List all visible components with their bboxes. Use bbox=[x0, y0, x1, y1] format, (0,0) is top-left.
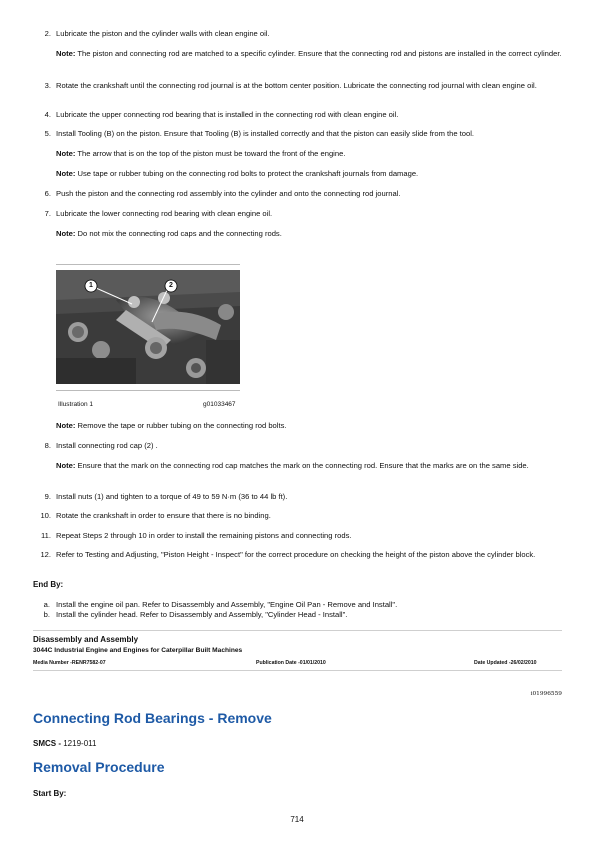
callout-1-label: 1 bbox=[89, 282, 93, 289]
smcs-line bbox=[33, 739, 96, 748]
step-text: Repeat Steps 2 through 10 in order to install the remaining pistons and connecting rods. bbox=[56, 531, 352, 540]
illustration-top-rule bbox=[56, 264, 240, 265]
step-number: 9. bbox=[44, 492, 51, 501]
document-id: i01996559 bbox=[530, 691, 562, 697]
footer-doc-title: Disassembly and Assembly bbox=[33, 635, 139, 644]
note-text: The arrow that is on the top of the piston must be toward the front of the engine. bbox=[75, 149, 346, 158]
end-by-item-letter: b. bbox=[43, 610, 50, 619]
note-text: Use tape or rubber tubing on the connecting rod bolts to protect the crankshaft journals from damage. bbox=[75, 169, 419, 178]
smcs-label: SMCS - bbox=[33, 739, 64, 748]
note-matched-cylinder bbox=[56, 49, 564, 59]
subsection-heading: Removal Procedure bbox=[33, 759, 165, 775]
note-text: Ensure that the mark on the connecting rod cap matches the mark on the connecting rod. Ensure that the marks are on the same side. bbox=[75, 461, 529, 470]
note-label: Note: bbox=[56, 421, 76, 430]
step-text: Rotate the crankshaft until the connecting rod journal is at the bottom center position. Lubricate the connecting rod journal with clean engine oil. bbox=[56, 81, 537, 90]
note-label: Note: bbox=[56, 49, 76, 58]
step-text: Refer to Testing and Adjusting, "Piston Height - Inspect" for the correct procedure on checking the height of the piston above the cylinder block. bbox=[56, 550, 536, 559]
step-6 bbox=[38, 189, 563, 199]
step-10 bbox=[38, 511, 563, 521]
end-by-item-letter: a. bbox=[43, 600, 50, 609]
step-12 bbox=[38, 550, 563, 560]
end-by-item-b bbox=[38, 610, 563, 620]
note-text: The piston and connecting rod are matched to a specific cylinder. Ensure that the connecting rod and pistons are installed in the correct cylinder. bbox=[75, 49, 562, 58]
step-5 bbox=[38, 129, 563, 139]
note-text: Remove the tape or rubber tubing on the connecting rod bolts. bbox=[75, 421, 287, 430]
note-do-not-mix bbox=[56, 229, 564, 239]
illustration-photo bbox=[56, 270, 240, 384]
end-by-item-text: Install the cylinder head. Refer to Disassembly and Assembly, "Cylinder Head - Install". bbox=[56, 610, 348, 619]
footer-doc-subtitle: 3044C Industrial Engine and Engines for Caterpillar Built Machines bbox=[33, 647, 243, 654]
step-2 bbox=[38, 29, 563, 39]
step-number: 7. bbox=[44, 209, 51, 218]
note-text: Do not mix the connecting rod caps and the connecting rods. bbox=[75, 229, 282, 238]
smcs-value: 1219-011 bbox=[63, 739, 97, 748]
step-text: Install connecting rod cap (2) . bbox=[56, 441, 158, 450]
section-heading: Connecting Rod Bearings - Remove bbox=[33, 710, 272, 726]
footer-date-updated: Date Updated -26/02/2010 bbox=[474, 660, 537, 666]
step-number: 4. bbox=[44, 110, 51, 119]
step-8 bbox=[38, 441, 563, 451]
note-label: Note: bbox=[56, 169, 76, 178]
footer-publication-date: Publication Date -01/01/2010 bbox=[256, 660, 326, 666]
step-text: Push the piston and the connecting rod assembly into the cylinder and onto the connecting rod journal. bbox=[56, 189, 401, 198]
step-text: Install Tooling (B) on the piston. Ensure that Tooling (B) is installed correctly and that the piston can easily slide from the tool. bbox=[56, 129, 475, 138]
step-number: 5. bbox=[44, 129, 51, 138]
step-number: 2. bbox=[44, 29, 51, 38]
step-text: Rotate the crankshaft in order to ensure that there is no binding. bbox=[56, 511, 271, 520]
illustration-code: g01033467 bbox=[203, 401, 236, 408]
note-arrow-front bbox=[56, 149, 564, 159]
callout-2-label: 2 bbox=[169, 282, 173, 289]
footer-top-rule bbox=[33, 630, 562, 631]
step-number: 12. bbox=[40, 550, 51, 559]
end-by-item-text: Install the engine oil pan. Refer to Disassembly and Assembly, "Engine Oil Pan - Remove and Install". bbox=[56, 600, 398, 609]
step-number: 3. bbox=[44, 81, 51, 90]
footer-bottom-rule bbox=[33, 670, 562, 671]
footer-media-number: Media Number -RENR7582-07 bbox=[33, 660, 106, 666]
note-remove-tape bbox=[56, 421, 564, 431]
page-number: 714 bbox=[290, 815, 304, 824]
step-text: Lubricate the piston and the cylinder walls with clean engine oil. bbox=[56, 29, 270, 38]
callout-layer bbox=[56, 270, 240, 384]
note-label: Note: bbox=[56, 461, 76, 470]
start-by-label: Start By: bbox=[33, 789, 67, 798]
note-label: Note: bbox=[56, 229, 76, 238]
end-by-label: End By: bbox=[33, 580, 64, 589]
step-text: Install nuts (1) and tighten to a torque of 49 to 59 N·m (36 to 44 lb ft). bbox=[56, 492, 288, 501]
step-7 bbox=[38, 209, 563, 219]
step-number: 6. bbox=[44, 189, 51, 198]
step-number: 10. bbox=[40, 511, 51, 520]
illustration-bottom-rule bbox=[56, 390, 240, 391]
step-9 bbox=[38, 492, 563, 502]
step-3 bbox=[38, 81, 563, 91]
step-11 bbox=[38, 531, 563, 541]
step-text: Lubricate the upper connecting rod bearing that is installed in the connecting rod with clean engine oil. bbox=[56, 110, 399, 119]
illustration-caption: Illustration 1 bbox=[58, 401, 94, 408]
step-4 bbox=[38, 110, 563, 120]
step-text: Lubricate the lower connecting rod bearing with clean engine oil. bbox=[56, 209, 273, 218]
note-cap-mark bbox=[56, 461, 564, 471]
step-number: 11. bbox=[41, 531, 51, 540]
note-label: Note: bbox=[56, 149, 76, 158]
note-tape-bolts bbox=[56, 169, 564, 179]
end-by-item-a bbox=[38, 600, 563, 610]
step-number: 8. bbox=[44, 441, 51, 450]
